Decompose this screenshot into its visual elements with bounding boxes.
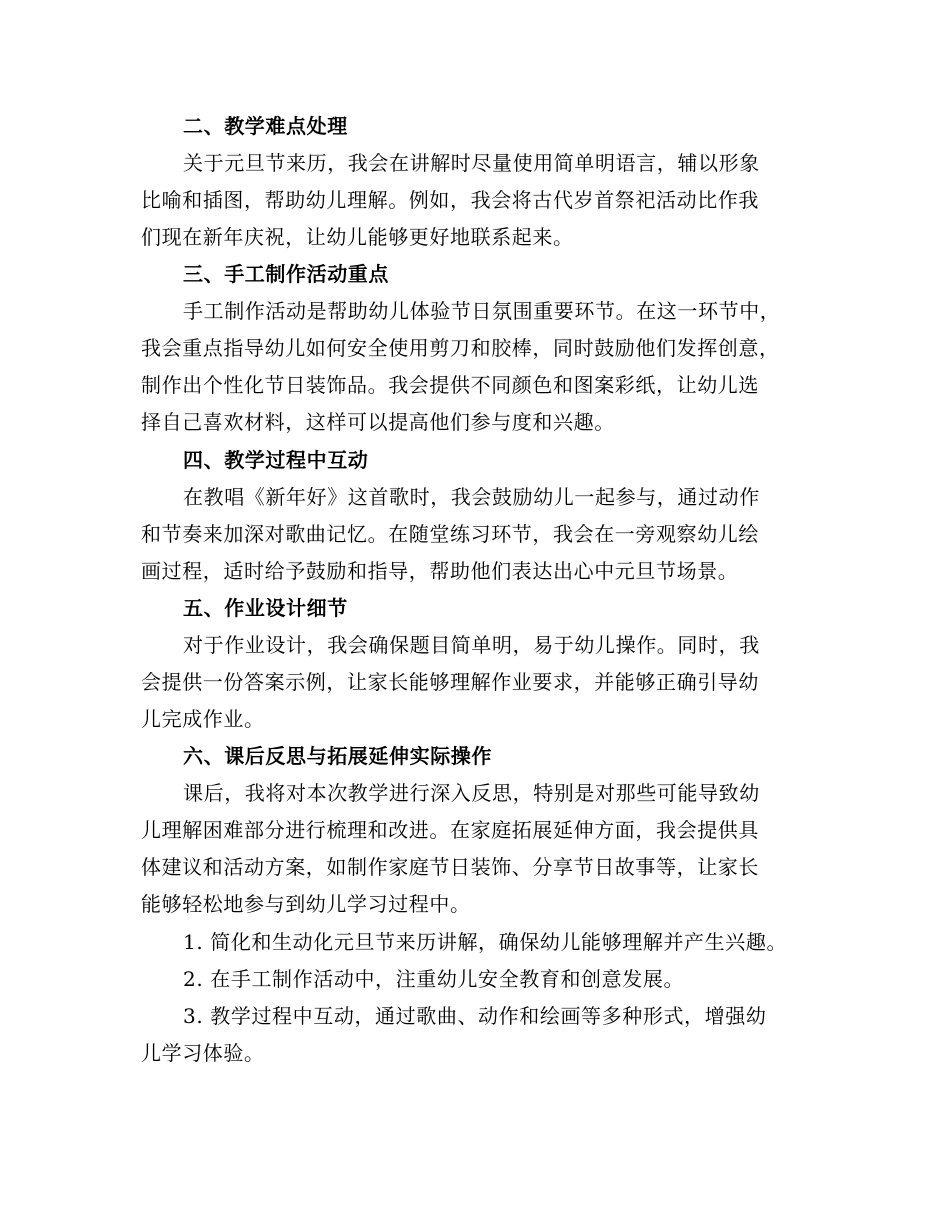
paragraph-line: 儿完成作业。 (141, 707, 265, 731)
section-heading: 四、教学过程中互动 (183, 448, 369, 472)
list-item: 1. 简化和生动化元旦节来历讲解，确保幼儿能够理解并产生兴趣。 (183, 930, 788, 954)
section-heading: 二、教学难点处理 (183, 114, 348, 138)
paragraph-line: 择自己喜欢材料，这样可以提高他们参与度和兴趣。 (141, 410, 615, 434)
paragraph-line: 在教唱《新年好》这首歌时，我会鼓励幼儿一起参与，通过动作 (183, 485, 760, 509)
paragraph-line: 和节奏来加深对歌曲记忆。在随堂练习环节，我会在一旁观察幼儿绘 (141, 522, 759, 546)
section-heading: 五、作业设计细节 (183, 596, 348, 620)
paragraph-line: 儿理解困难部分进行梳理和改进。在家庭拓展延伸方面，我会提供具 (141, 818, 759, 842)
paragraph-line: 画过程，适时给予鼓励和指导，帮助他们表达出心中元旦节场景。 (141, 559, 739, 583)
list-item: 2. 在手工制作活动中，注重幼儿安全教育和创意发展。 (183, 967, 685, 991)
paragraph-line: 体建议和活动方案，如制作家庭节日装饰、分享节日故事等，让家长 (141, 855, 759, 879)
paragraph-line: 我会重点指导幼儿如何安全使用剪刀和胶棒，同时鼓励他们发挥创意， (141, 336, 780, 360)
paragraph-line: 比喻和插图，帮助幼儿理解。例如，我会将古代岁首祭祀活动比作我 (141, 188, 759, 212)
paragraph-line: 手工制作活动是帮助幼儿体验节日氛围重要环节。在这一环节中， (183, 299, 781, 323)
paragraph-line: 能够轻松地参与到幼儿学习过程中。 (141, 892, 471, 916)
paragraph-line: 会提供一份答案示例，让家长能够理解作业要求，并能够正确引导幼 (141, 670, 759, 694)
list-item: 3. 教学过程中互动，通过歌曲、动作和绘画等多种形式，增强幼 (183, 1004, 767, 1028)
paragraph-line: 课后，我将对本次教学进行深入反思，特别是对那些可能导致幼 (183, 781, 760, 805)
paragraph-line: 们现在新年庆祝，让幼儿能够更好地联系起来。 (141, 225, 574, 249)
section-heading: 三、手工制作活动重点 (183, 262, 389, 286)
paragraph-line: 关于元旦节来历，我会在讲解时尽量使用简单明语言，辅以形象 (183, 151, 760, 175)
list-item-continuation: 儿学习体验。 (141, 1041, 265, 1065)
paragraph-line: 对于作业设计，我会确保题目简单明，易于幼儿操作。同时，我 (183, 633, 760, 657)
section-heading: 六、课后反思与拓展延伸实际操作 (183, 744, 492, 768)
paragraph-line: 制作出个性化节日装饰品。我会提供不同颜色和图案彩纸，让幼儿选 (141, 373, 759, 397)
